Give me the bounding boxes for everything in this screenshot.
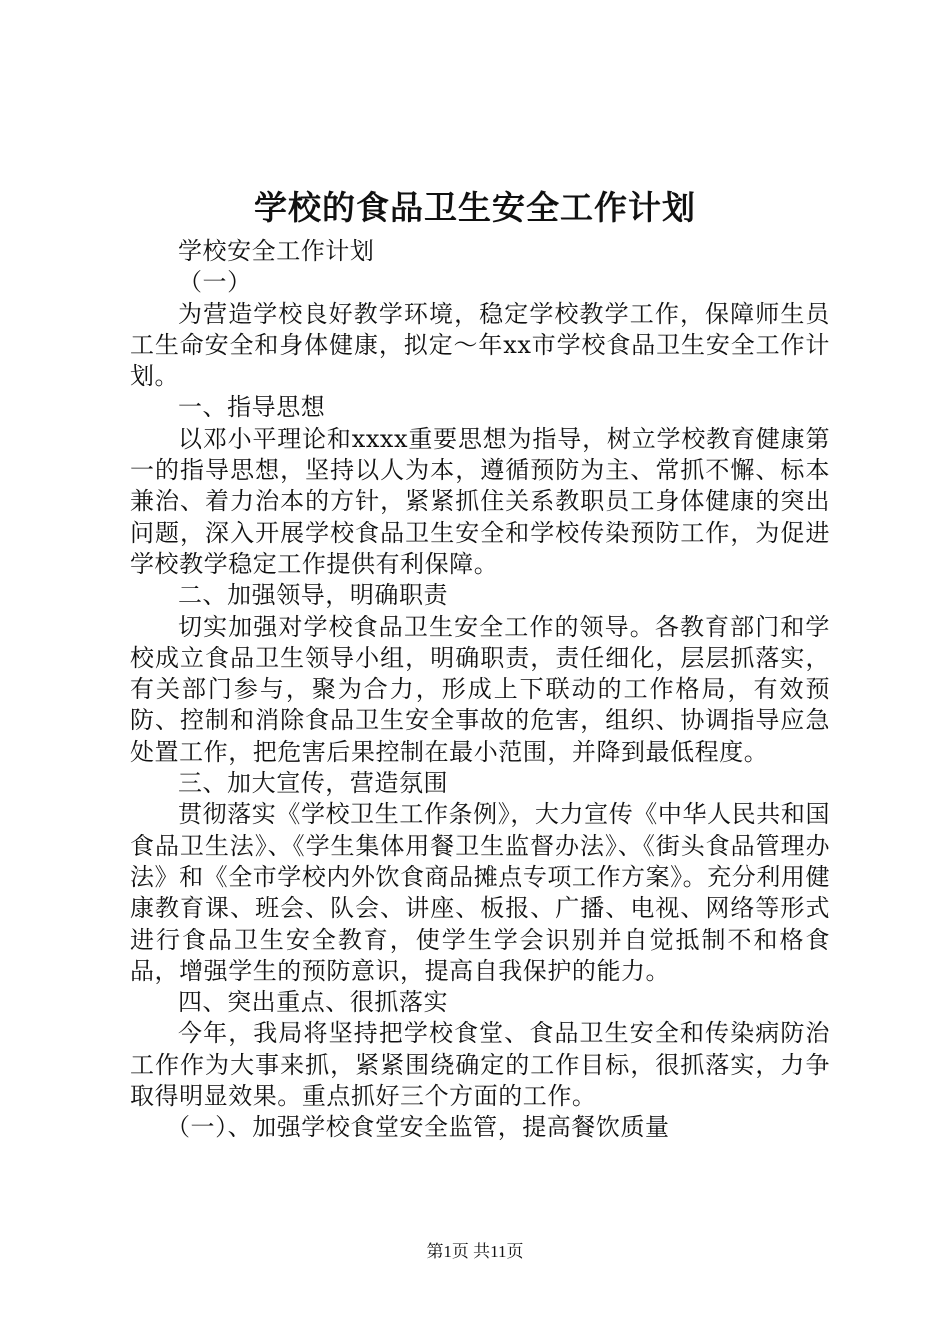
paragraph-guiding-thought: 以邓小平理论和xxxx重要思想为指导，树立学校教育健康第一的指导思想，坚持以人为本，遵循预防为主、常抓不懈、标本兼治、着力治本的方针，紧紧抓住关系教职员工身体健康的突出问题，深入开展学校食品卫生安全和学校传染预防工作，为促进学校教学稳定工作提供有利保障。 [130,424,830,578]
paragraph-publicity: 贯彻落实《学校卫生工作条例》，大力宣传《中华人民共和国食品卫生法》、《学生集体用餐卫生监督办法》、《街头食品管理办法》和《全市学校内外饮食商品摊点专项工作方案》。充分利用健康教育课、班会、队会、讲座、板报、广播、电视、网络等形式进行食品卫生安全教育，使学生学会识别并自觉抵制不和格食品，增强学生的预防意识，提高自我保护的能力。 [130,800,830,985]
heading-publicity: 三、加大宣传，营造氛围 [178,769,449,798]
paragraph-subtitle: 学校安全工作计划 [178,237,375,265]
document-title: 学校的食品卫生安全工作计划 [254,188,696,227]
document-body [130,236,830,1144]
paragraph-leadership: 切实加强对学校食品卫生安全工作的领导。各教育部门和学校成立食品卫生领导小组，明确职责，责任细化，层层抓落实，有关部门参与，聚为合力，形成上下联动的工作格局，有效预防、控制和消除食品卫生安全事故的危害，组织、协调指导应急处置工作，把危害后果控制在最小范围，并降到最低程度。 [130,612,830,766]
paragraph-key-points: 今年，我局将坚持把学校食堂、食品卫生安全和传染病防治工作作为大事来抓，紧紧围绕确定的工作目标，很抓落实，力争取得明显效果。重点抓好三个方面的工作。 [130,1019,830,1111]
subheading-canteen-supervision: （一）、加强学校食堂安全监管，提高餐饮质量 [166,1113,670,1142]
heading-leadership: 二、加强领导，明确职责 [178,581,449,610]
paragraph-intro: 为营造学校良好教学环境，稳定学校教学工作，保障师生员工生命安全和身体健康，拟定～年xx市学校食品卫生安全工作计划。 [130,299,830,391]
heading-guiding-thought: 一、指导思想 [178,393,326,422]
page-number-footer: 第1页 共11页 [426,1242,524,1261]
paragraph-section-marker: （一） [178,268,252,297]
heading-key-points: 四、突出重点、很抓落实 [178,988,449,1017]
